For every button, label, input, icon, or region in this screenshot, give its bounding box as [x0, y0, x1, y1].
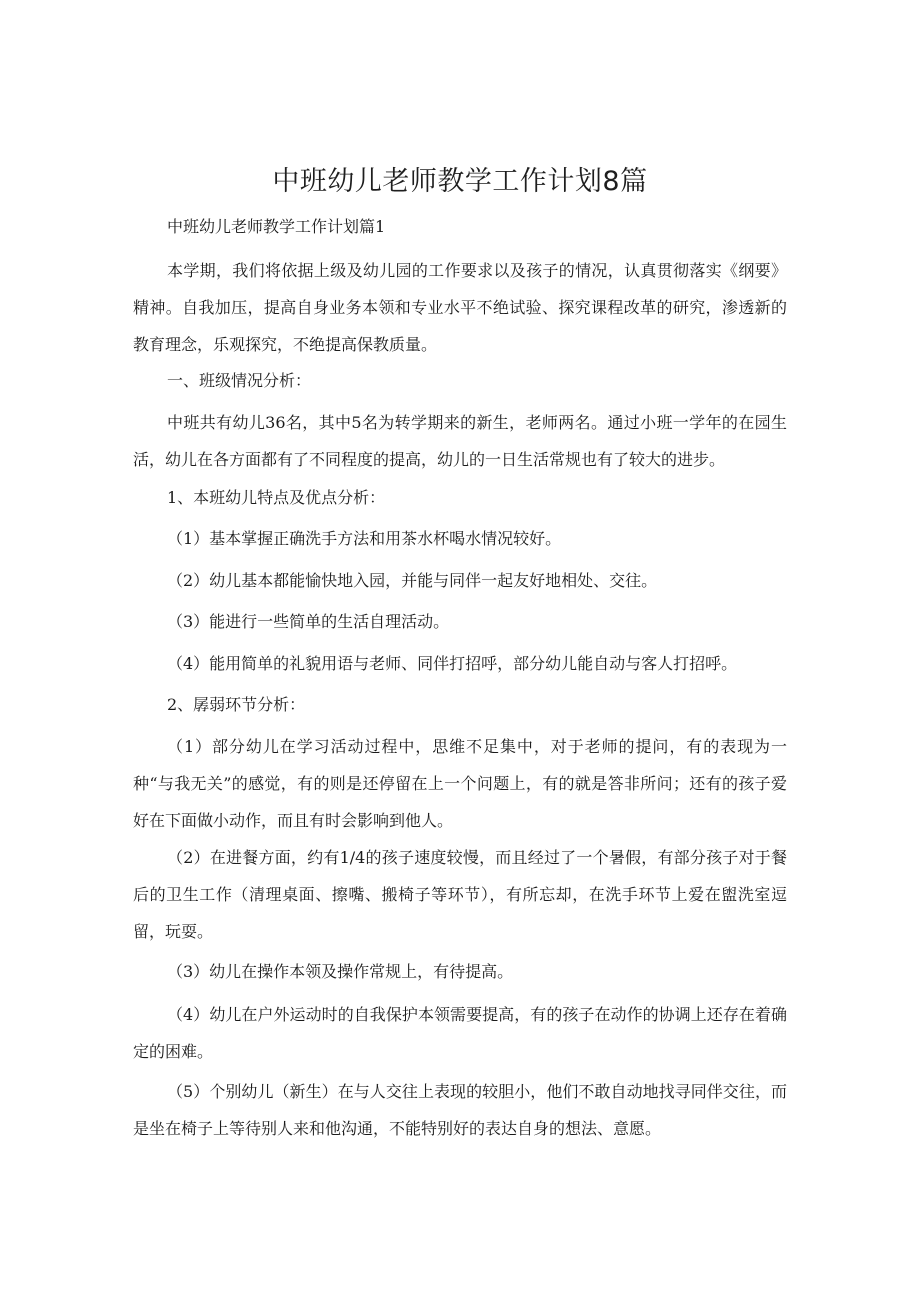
heading-class-analysis: 一、班级情况分析：	[167, 371, 312, 390]
list-item-strength-2: （2）幼儿基本都能愉快地入园，并能与同伴一起友好地相处、交往。	[167, 571, 658, 590]
document-title: 中班幼儿老师教学工作计划8篇	[272, 166, 648, 197]
list-item-weakness-3: （3）幼儿在操作本领及操作常规上，有待提高。	[167, 962, 514, 981]
list-item-weakness-1: （1）部分幼儿在学习活动过程中，思维不足集中，对于老师的提问，有的表现为一种“与我无关”的感觉，有的则是还停留在上一个问题上，有的就是答非所问；还有的孩子爱好在下面做小动作，而且有时会影响到他人。	[133, 737, 787, 830]
list-item-weakness-4: （4）幼儿在户外运动时的自我保护本领需要提高，有的孩子在动作的协调上还存在着确定的困难。	[133, 1005, 787, 1061]
list-item-weakness-2: （2）在进餐方面，约有1/4的孩子速度较慢，而且经过了一个暑假，有部分孩子对于餐后的卫生工作（清理桌面、擦嘴、搬椅子等环节），有所忘却，在洗手环节上爱在盥洗室逗留，玩耍。	[133, 848, 787, 941]
section-heading: 中班幼儿老师教学工作计划篇1	[167, 217, 386, 236]
heading-strengths: 1、本班幼儿特点及优点分析：	[167, 488, 386, 507]
paragraph-class-overview: 中班共有幼儿36名，其中5名为转学期来的新生，老师两名。通过小班一学年的在园生活，幼儿在各方面都有了不同程度的提高，幼儿的一日生活常规也有了较大的进步。	[133, 413, 787, 469]
paragraph-intro: 本学期，我们将依据上级及幼儿园的工作要求以及孩子的情况，认真贯彻落实《纲要》精神。自我加压，提高自身业务本领和专业水平不绝试验、探究课程改革的研究，渗透新的教育理念，乐观探究，不绝提高保教质量。	[133, 261, 787, 354]
list-item-strength-4: （4）能用简单的礼貌用语与老师、同伴打招呼，部分幼儿能自动与客人打招呼。	[167, 654, 738, 673]
list-item-strength-3: （3）能进行一些简单的生活自理活动。	[167, 612, 450, 631]
heading-weaknesses: 2、孱弱环节分析：	[167, 695, 306, 714]
list-item-strength-1: （1）基本掌握正确洗手方法和用茶水杯喝水情况较好。	[167, 529, 562, 548]
list-item-weakness-5: （5）个别幼儿（新生）在与人交往上表现的较胆小，他们不敢自动地找寻同伴交往，而是坐在椅子上等待别人来和他沟通，不能特别好的表达自身的想法、意愿。	[133, 1082, 787, 1138]
